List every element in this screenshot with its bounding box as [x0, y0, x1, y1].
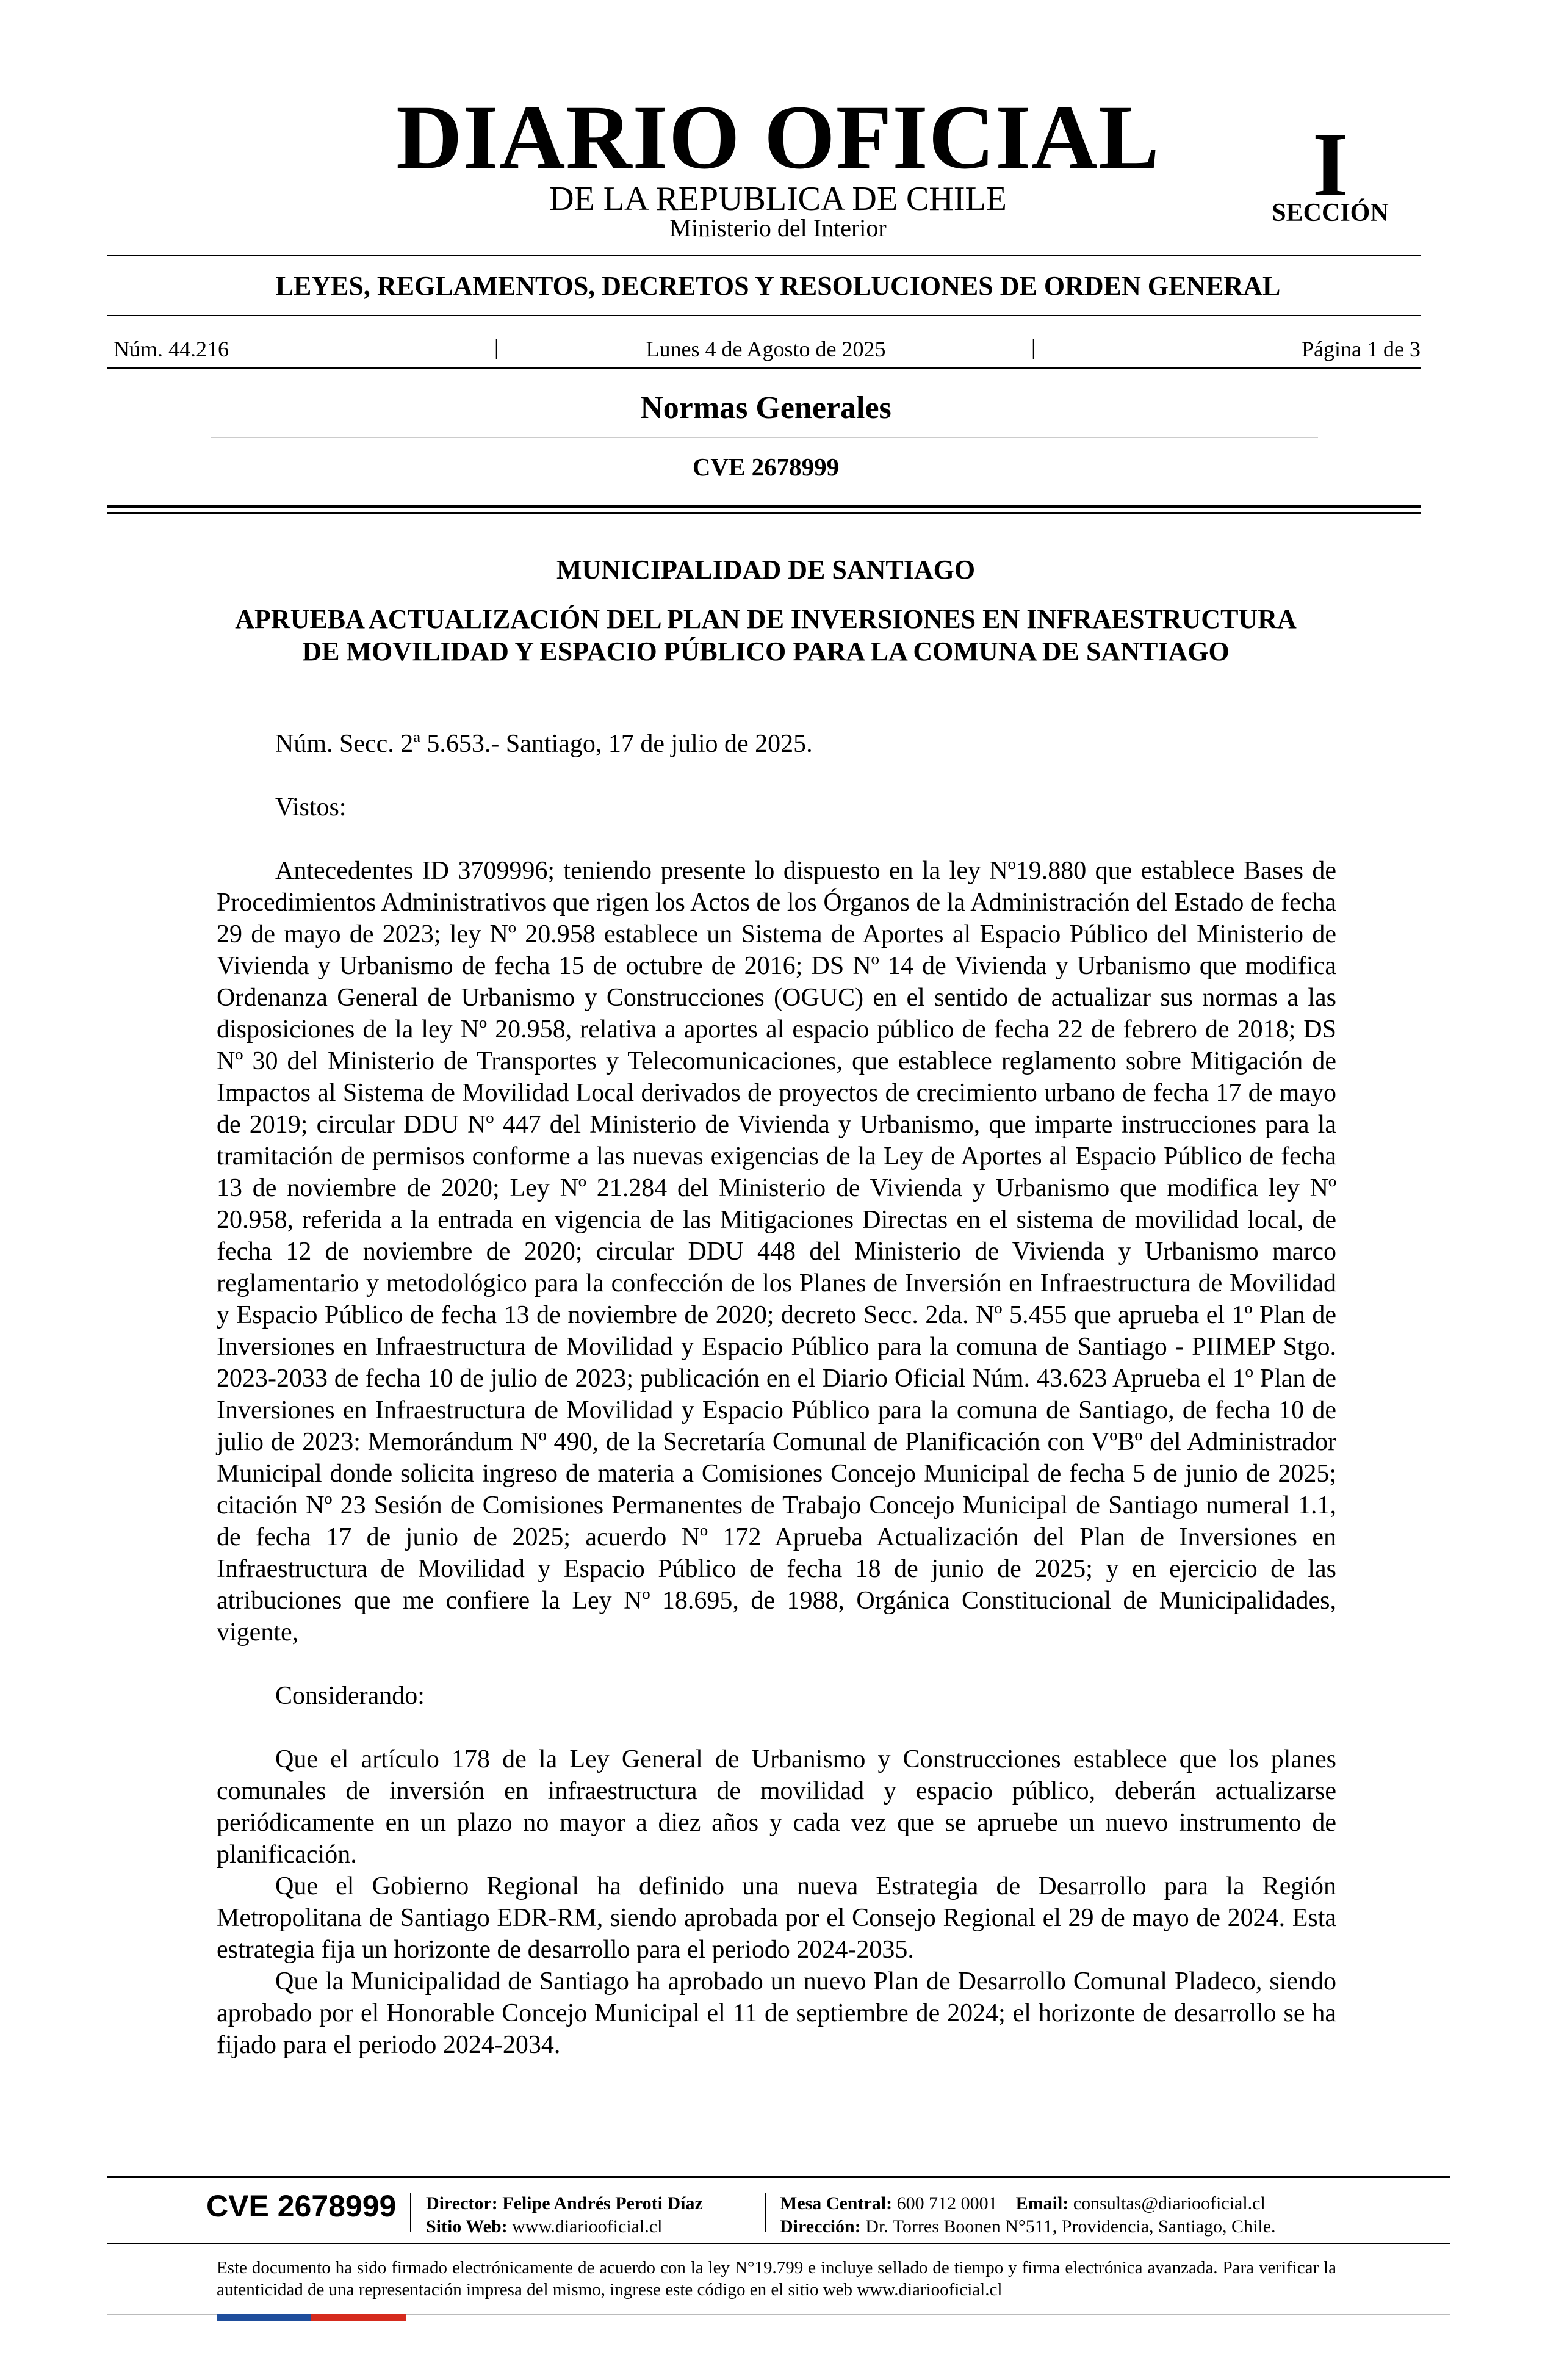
email-label: Email:: [1015, 2193, 1069, 2213]
director-name: Felipe Andrés Peroti Díaz: [502, 2193, 703, 2213]
divider: [107, 315, 1421, 316]
newspaper-subtitle: DE LA REPUBLICA DE CHILE: [549, 180, 1007, 218]
divider: [107, 367, 1421, 369]
divider: [107, 512, 1421, 514]
document-body: [217, 728, 1336, 2061]
section-label: SECCIÓN: [1272, 199, 1389, 227]
director-label: Director:: [426, 2193, 498, 2213]
legal-notice: Este documento ha sido firmado electrónicamente de acuerdo con la ley N°19.799 e incluye sellado de tiempo y firma electrónica avanzada. Para verificar la autenticidad de una representación impresa del mismo, ingrese este código en el sitio web www.diariooficial.cl: [217, 2258, 1336, 2299]
chile-flag-stripe: [217, 2314, 406, 2321]
divider: [211, 437, 1318, 438]
footer-divider: [107, 2176, 1450, 2178]
footer-director-block: [426, 2192, 703, 2238]
body-paragraph: Que la Municipalidad de Santiago ha aprobado un nuevo Plan de Desarrollo Comunal Pladeco, siendo aprobado por el Honorable Concejo Municipal el 11 de septiembre de 2024; el horizonte de desarrollo se ha fijado para el periodo 2024-2034.: [217, 1967, 1336, 2059]
flag-blue-segment: [217, 2314, 311, 2321]
issue-date: Lunes 4 de Agosto de 2025: [646, 337, 886, 361]
phone-label: Mesa Central:: [780, 2193, 893, 2213]
document-heading: APRUEBA ACTUALIZACIÓN DEL PLAN DE INVERSIONES EN INFRAESTRUCTURA DE MOVILIDAD Y ESPACIO PÚBLICO PARA LA COMUNA DE SANTIAGO: [235, 604, 1297, 666]
divider: [107, 255, 1421, 256]
email-link[interactable]: consultas@diariooficial.cl: [1073, 2193, 1266, 2213]
cve-code: CVE 2678999: [692, 453, 840, 481]
footer-separator: [410, 2193, 411, 2232]
body-paragraph: Antecedentes ID 3709996; teniendo presente lo dispuesto en la ley Nº19.880 que establece Bases de Procedimientos Administrativos que rigen los Actos de los Órganos de la Administración del Estado de fecha 29 de mayo de 2023; ley Nº 20.958 establece un Sistema de Aportes al Espacio Público del Ministerio de Vivienda y Urbanismo de fecha 15 de octubre de 2016; DS Nº 14 de Vivienda y Urbanismo que modifica Ordenanza General de Urbanismo y Construcciones (OGUC) en el sentido de actualizar sus normas a las disposiciones de la ley Nº 20.958, relativa a aportes al espacio público de fecha 22 de febrero de 2018; DS Nº 30 del Ministerio de Transportes y Telecomunicaciones, que establece reglamento sobre Mitigación de Impactos al Sistema de Movilidad Local derivados de proyectos de crecimiento urbano de fecha 17 de mayo de 2019; circular DDU Nº 447 del Ministerio de Vivienda y Urbanismo, que imparte instrucciones para la tramitación de permisos conforme a las nuevas exigencias de la Ley de Aportes al Espacio Público de fecha 13 de noviembre de 2020; Ley Nº 21.284 del Ministerio de Vivienda y Urbanismo que modifica ley Nº 20.958, referida a la entrada en vigencia de las Mitigaciones Directas en el sistema de movilidad local, de fecha 12 de noviembre de 2020; circular DDU 448 del Ministerio de Vivienda y Urbanismo marco reglamentario y metodológico para la confección de los Planes de Inversión en Infraestructura de Movilidad y Espacio Público de fecha 13 de noviembre de 2020; decreto Secc. 2da. Nº 5.455 que aprueba el 1º Plan de Inversiones en Infraestructura de Movilidad y Espacio Público para la comuna de Santiago - PIIMEP Stgo. 2023-2033 de fecha 10 de julio de 2023; publicación en el Diario Oficial Núm. 43.623 Aprueba el 1º Plan de Inversiones en Infraestructura de Movilidad y Espacio Público para la comuna de Santiago, de fecha 10 de julio de 2023: Memorándum Nº 490, de la Secretaría Comunal de Planificación con VºBº del Administrador Municipal donde solicita ingreso de materia a Comisiones Concejo Municipal de fecha 5 de junio de 2025; citación Nº 23 Sesión de Comisiones Permanentes de Trabajo Concejo Municipal de Santiago numeral 1.1, de fecha 17 de junio de 2025; acuerdo Nº 172 Aprueba Actualización del Plan de Inversiones en Infraestructura de Movilidad y Espacio Público de fecha 18 de junio de 2025; y en ejercicio de las atribuciones que me confiere la Ley Nº 18.695, de 1988, Orgánica Constitucional de Municipalidades, vigente,: [217, 857, 1336, 1646]
footer-divider: [107, 2243, 1450, 2244]
phone-number: 600 712 0001: [896, 2193, 998, 2213]
body-paragraph: Que el Gobierno Regional ha definido una nueva Estrategia de Desarrollo para la Región Metropolitana de Santiago EDR-RM, siendo aprobada por el Consejo Regional el 29 de mayo de 2024. Esta estrategia fija un horizonte de desarrollo para el periodo 2024-2035.: [217, 1872, 1336, 1964]
address-label: Dirección:: [780, 2216, 861, 2237]
info-separator: |: [1031, 335, 1036, 359]
decree-number-line: Núm. Secc. 2ª 5.653.- Santiago, 17 de julio de 2025.: [275, 730, 813, 758]
issuer-name: MUNICIPALIDAD DE SANTIAGO: [556, 555, 976, 585]
ministry-label: Ministerio del Interior: [669, 214, 887, 242]
footer-contact-block: [780, 2192, 1276, 2238]
address-value: Dr. Torres Boonen N°511, Providencia, Santiago, Chile.: [865, 2216, 1276, 2237]
vistos-label: Vistos:: [275, 793, 347, 821]
website-label: Sitio Web:: [426, 2216, 508, 2237]
flag-red-segment: [311, 2314, 406, 2321]
newspaper-title: DIARIO OFICIAL: [396, 87, 1160, 188]
category-banner: LEYES, REGLAMENTOS, DECRETOS Y RESOLUCIONES DE ORDEN GENERAL: [275, 271, 1281, 301]
section-numeral: I: [1312, 114, 1349, 215]
page-indicator: Página 1 de 3: [1302, 337, 1421, 361]
section-title: Normas Generales: [640, 391, 891, 425]
considerando-label: Considerando:: [275, 1682, 425, 1710]
website-link[interactable]: www.diariooficial.cl: [512, 2216, 663, 2237]
body-paragraph: Que el artículo 178 de la Ley General de Urbanismo y Construcciones establece que los planes comunales de inversión en infraestructura de movilidad y espacio público, deberán actualizarse periódicamente en un plazo no mayor a diez años y cada vez que se apruebe un nuevo instrumento de planificación.: [217, 1745, 1336, 1869]
footer-cve-code: CVE 2678999: [206, 2189, 397, 2223]
divider: [107, 505, 1421, 508]
issue-number: Núm. 44.216: [113, 337, 229, 361]
info-separator: |: [494, 335, 499, 359]
footer-separator: [765, 2193, 766, 2232]
